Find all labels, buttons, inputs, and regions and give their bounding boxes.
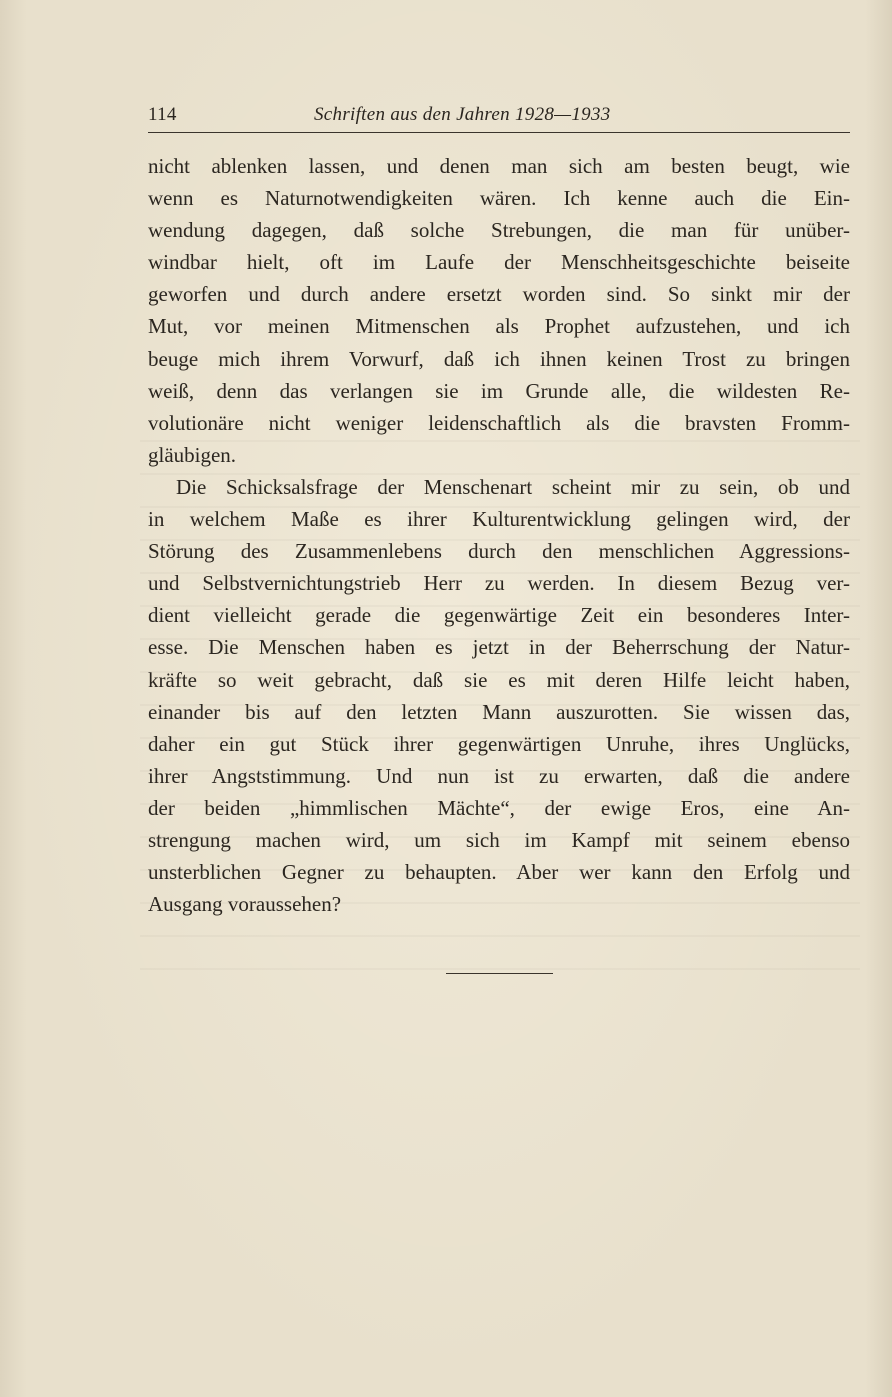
text-line: geworfen und durch andere ersetzt worden sind. So sinkt mir der xyxy=(148,282,850,307)
text-line: dient vielleicht gerade die gegenwärtige Zeit ein besonderes Inter- xyxy=(148,603,850,628)
text-line: weiß, denn das verlangen sie im Grunde alle, die wildesten Re- xyxy=(148,378,850,403)
body-text xyxy=(148,150,850,920)
text-line: wendung dagegen, daß solche Strebungen, die man für unüber- xyxy=(148,218,850,243)
paragraph-start-line: Die Schicksalsfrage der Menschenart scheint mir zu sein, ob und xyxy=(176,474,850,499)
text-line: unsterblichen Gegner zu behaupten. Aber wer kann den Erfolg und xyxy=(148,860,850,885)
text-line: der beiden „himmlischen Mächte“, der ewige Eros, eine An- xyxy=(148,795,850,820)
text-line: nicht ablenken lassen, und denen man sich am besten beugt, wie xyxy=(148,154,850,178)
page-number: 114 xyxy=(148,104,177,125)
text-line: beuge mich ihrem Vorwurf, daß ich ihnen keinen Trost zu bringen xyxy=(148,346,850,371)
text-line: Störung des Zusammenlebens durch den menschlichen Aggressions- xyxy=(148,539,850,564)
end-of-section-rule xyxy=(446,973,553,974)
running-header xyxy=(148,104,850,134)
text-line: gläubigen. xyxy=(148,442,237,467)
header-rule xyxy=(148,132,850,133)
text-line: in welchem Maße es ihrer Kulturentwicklung gelingen wird, der xyxy=(148,507,850,532)
text-line: und Selbstvernichtungstrieb Herr zu werden. In diesem Bezug ver- xyxy=(148,571,850,596)
text-line: esse. Die Menschen haben es jetzt in der Beherrschung der Natur- xyxy=(148,635,850,660)
text-line: wenn es Naturnotwendigkeiten wären. Ich kenne auch die Ein- xyxy=(148,186,850,211)
text-line: windbar hielt, oft im Laufe der Menschheitsgeschichte beiseite xyxy=(148,250,850,275)
running-title: Schriften aus den Jahren 1928—1933 xyxy=(314,104,611,125)
text-line: Ausgang voraussehen? xyxy=(148,892,342,917)
text-line: volutionäre nicht weniger leidenschaftlich als die bravsten Fromm- xyxy=(148,410,850,435)
text-line: kräfte so weit gebracht, daß sie es mit deren Hilfe leicht haben, xyxy=(148,667,850,692)
text-line: ihrer Angststimmung. Und nun ist zu erwarten, daß die andere xyxy=(148,763,850,788)
text-line: einander bis auf den letzten Mann auszurotten. Sie wissen das, xyxy=(148,699,850,724)
text-line: daher ein gut Stück ihrer gegenwärtigen Unruhe, ihres Unglücks, xyxy=(148,731,850,756)
text-line: Mut, vor meinen Mitmenschen als Prophet aufzustehen, und ich xyxy=(148,314,850,339)
text-line: strengung machen wird, um sich im Kampf mit seinem ebenso xyxy=(148,827,850,852)
